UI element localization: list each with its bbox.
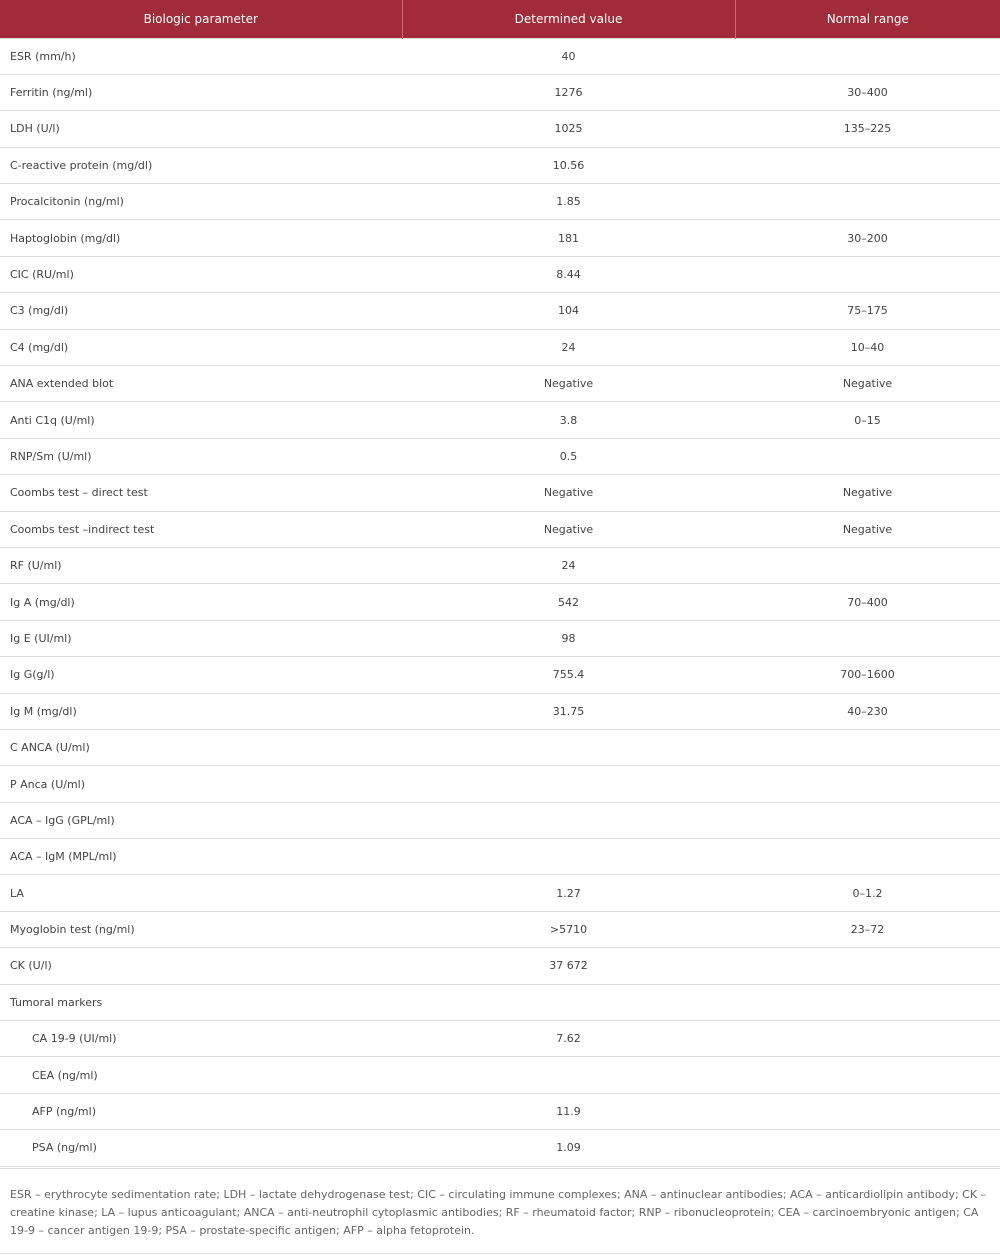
table-row	[0, 1021, 1000, 1057]
table-row	[0, 38, 1000, 74]
parameter-cell: ANA extended blot	[0, 366, 402, 402]
normal-range-cell	[735, 766, 1000, 802]
parameter-cell: CEA (ng/ml)	[0, 1057, 402, 1093]
header-normal-range: Normal range	[826, 11, 909, 26]
table-row	[0, 839, 1000, 875]
table-row	[0, 1057, 1000, 1093]
normal-range-cell	[735, 948, 1000, 984]
parameter-cell: PSA (ng/ml)	[0, 1130, 402, 1166]
determined-value-cell: 10.56	[402, 147, 735, 183]
normal-range-cell: 75–175	[735, 293, 1000, 329]
normal-range-cell	[735, 729, 1000, 765]
determined-value-cell: 1276	[402, 74, 735, 110]
parameter-cell: CA 19-9 (UI/ml)	[0, 1021, 402, 1057]
parameter-cell: Ig A (mg/dl)	[0, 584, 402, 620]
determined-value-cell: 1025	[402, 111, 735, 147]
normal-range-cell: Negative	[735, 475, 1000, 511]
parameter-cell: Procalcitonin (ng/ml)	[0, 184, 402, 220]
table-row	[0, 584, 1000, 620]
normal-range-cell	[735, 984, 1000, 1020]
determined-value-cell: Negative	[402, 475, 735, 511]
normal-range-cell: 700–1600	[735, 657, 1000, 693]
normal-range-cell	[735, 839, 1000, 875]
determined-value-cell	[402, 766, 735, 802]
determined-value-cell: 755.4	[402, 657, 735, 693]
normal-range-cell	[735, 438, 1000, 474]
table-row	[0, 438, 1000, 474]
normal-range-cell	[735, 1057, 1000, 1093]
parameter-cell: ACA – IgG (GPL/ml)	[0, 802, 402, 838]
determined-value-cell: 1.09	[402, 1130, 735, 1166]
parameter-cell: Ig E (UI/ml)	[0, 620, 402, 656]
table-row	[0, 329, 1000, 365]
normal-range-cell	[735, 1093, 1000, 1129]
determined-value-cell	[402, 839, 735, 875]
table-body	[0, 38, 1000, 1166]
normal-range-cell: Negative	[735, 366, 1000, 402]
table-row	[0, 475, 1000, 511]
parameter-cell: Tumoral markers	[0, 984, 402, 1020]
table-row	[0, 402, 1000, 438]
table-row	[0, 620, 1000, 656]
table-row	[0, 111, 1000, 147]
parameter-cell: C3 (mg/dl)	[0, 293, 402, 329]
table-header	[0, 0, 1000, 38]
normal-range-cell	[735, 256, 1000, 292]
parameter-cell: P Anca (U/ml)	[0, 766, 402, 802]
table-row	[0, 366, 1000, 402]
determined-value-cell: 98	[402, 620, 735, 656]
determined-value-cell: 37 672	[402, 948, 735, 984]
table-row	[0, 911, 1000, 947]
normal-range-cell: 10–40	[735, 329, 1000, 365]
header-determined-value: Determined value	[402, 0, 735, 38]
determined-value-cell: 31.75	[402, 693, 735, 729]
determined-value-cell	[402, 984, 735, 1020]
determined-value-cell: >5710	[402, 911, 735, 947]
table-row	[0, 657, 1000, 693]
normal-range-cell	[735, 184, 1000, 220]
normal-range-cell: 30–200	[735, 220, 1000, 256]
table-row	[0, 511, 1000, 547]
normal-range-cell: 0–15	[735, 402, 1000, 438]
determined-value-cell: 542	[402, 584, 735, 620]
determined-value-cell	[402, 729, 735, 765]
parameter-cell: ESR (mm/h)	[0, 38, 402, 74]
normal-range-cell: 40–230	[735, 693, 1000, 729]
parameter-cell: CIC (RU/ml)	[0, 256, 402, 292]
parameter-cell: RF (U/ml)	[0, 547, 402, 583]
table-row	[0, 984, 1000, 1020]
parameter-cell: RNP/Sm (U/ml)	[0, 438, 402, 474]
table-row	[0, 547, 1000, 583]
parameter-cell: Ferritin (ng/ml)	[0, 74, 402, 110]
table-row	[0, 74, 1000, 110]
table-row	[0, 256, 1000, 292]
determined-value-cell	[402, 802, 735, 838]
normal-range-cell: 70–400	[735, 584, 1000, 620]
parameter-cell: C-reactive protein (mg/dl)	[0, 147, 402, 183]
determined-value-cell: 24	[402, 329, 735, 365]
table-row	[0, 875, 1000, 911]
header-biologic-parameter: Biologic parameter	[0, 0, 402, 38]
table-row	[0, 693, 1000, 729]
normal-range-cell	[735, 547, 1000, 583]
parameter-cell: LDH (U/l)	[0, 111, 402, 147]
determined-value-cell: 8.44	[402, 256, 735, 292]
normal-range-cell	[735, 1130, 1000, 1166]
parameter-cell: Ig G(g/l)	[0, 657, 402, 693]
parameter-cell: Haptoglobin (mg/dl)	[0, 220, 402, 256]
determined-value-cell: 3.8	[402, 402, 735, 438]
determined-value-cell: 24	[402, 547, 735, 583]
parameter-cell: C4 (mg/dl)	[0, 329, 402, 365]
determined-value-cell: Negative	[402, 511, 735, 547]
table-row	[0, 1130, 1000, 1166]
normal-range-cell: 0–1.2	[735, 875, 1000, 911]
determined-value-cell: 1.27	[402, 875, 735, 911]
parameter-cell: ACA – IgM (MPL/ml)	[0, 839, 402, 875]
table-row	[0, 220, 1000, 256]
table-row	[0, 802, 1000, 838]
parameter-cell: Myoglobin test (ng/ml)	[0, 911, 402, 947]
parameter-cell: LA	[0, 875, 402, 911]
determined-value-cell: 0.5	[402, 438, 735, 474]
normal-range-cell: 23–72	[735, 911, 1000, 947]
determined-value-cell: 40	[402, 38, 735, 74]
parameter-cell: Ig M (mg/dl)	[0, 693, 402, 729]
determined-value-cell	[402, 1057, 735, 1093]
determined-value-cell: Negative	[402, 366, 735, 402]
determined-value-cell: 11.9	[402, 1093, 735, 1129]
determined-value-cell: 1.85	[402, 184, 735, 220]
normal-range-cell	[735, 1021, 1000, 1057]
normal-range-cell: 30–400	[735, 74, 1000, 110]
normal-range-cell	[735, 38, 1000, 74]
parameter-cell: Coombs test –indirect test	[0, 511, 402, 547]
table-row	[0, 184, 1000, 220]
table-row	[0, 1093, 1000, 1129]
normal-range-cell: 135–225	[735, 111, 1000, 147]
determined-value-cell: 104	[402, 293, 735, 329]
normal-range-cell	[735, 147, 1000, 183]
normal-range-cell: Negative	[735, 511, 1000, 547]
parameter-cell: CK (U/l)	[0, 948, 402, 984]
table-row	[0, 766, 1000, 802]
header-row	[0, 0, 1000, 38]
table-footnote: ESR – erythrocyte sedimentation rate; LDH – lactate dehydrogenase test; CIC – circulating immune complexes; ANA – antinuclear antibodies; ACA – anticardiolipin antibody; CK – creatine kinase; LA – lupus anticoagulant; ANCA – anti-neutrophil cytoplasmic antibodies; RF – rheumatoid factor; RNP – ribonucleoprotein; CEA – carcinoembryonic antigen; CA 19-9 – cancer antigen 19-9; PSA – prostate-specific antigen; AFP – alpha fetoprotein.	[0, 1168, 1000, 1254]
table-row	[0, 147, 1000, 183]
parameter-cell: Coombs test – direct test	[0, 475, 402, 511]
table-row	[0, 729, 1000, 765]
table-row	[0, 948, 1000, 984]
normal-range-cell	[735, 620, 1000, 656]
normal-range-cell	[735, 802, 1000, 838]
parameter-cell: Anti C1q (U/ml)	[0, 402, 402, 438]
parameter-cell: AFP (ng/ml)	[0, 1093, 402, 1129]
table-row	[0, 293, 1000, 329]
parameter-cell: C ANCA (U/ml)	[0, 729, 402, 765]
determined-value-cell: 7.62	[402, 1021, 735, 1057]
determined-value-cell: 181	[402, 220, 735, 256]
